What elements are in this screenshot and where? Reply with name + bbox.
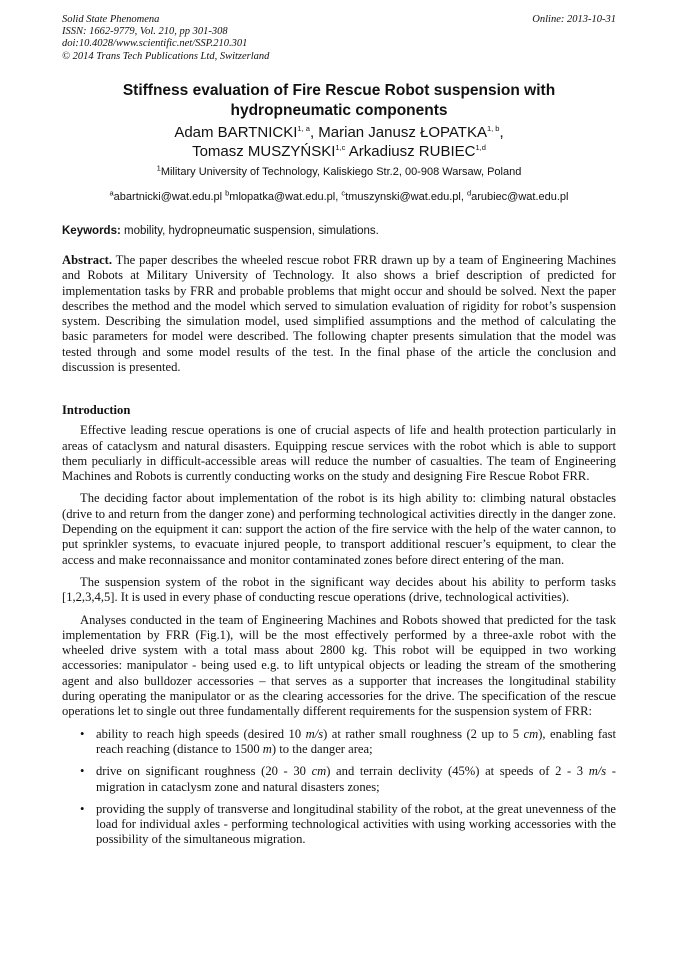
copyright-line: © 2014 Trans Tech Publications Ltd, Switzerland <box>62 50 270 62</box>
keywords-text: mobility, hydropneumatic suspension, simulations. <box>120 225 379 237</box>
intro-paragraph-4: Analyses conducted in the team of Engineering Machines and Robots showed that predicted for the task implementation by FRR (Fig.1), will be the most effectively performed by a three-axle robot with the wheeled drive system with a total mass about 2800 kg. This robot will be equipped in two working accessories: manipulator - being used e.g. to lift untypical objects or leading the stream of the smothering agent and also bulldozer accessories – that serves as a supporter that increases the longitudinal stability during operating the manipulator or as the clearing accessories for the drive. The specification of the rescue operations let to single out three fundamentally different requirements for the suspension system of FRR: <box>62 612 616 719</box>
list-item <box>62 727 616 758</box>
unit-text: cm <box>523 726 539 741</box>
introduction-section <box>62 403 616 855</box>
list-text: - migration in cataclysm zone and natural disasters zones; <box>96 764 616 794</box>
list-text: ability to reach high speeds (desired 10 <box>96 726 306 741</box>
author-separator: , <box>309 124 319 141</box>
list-text: ) at rather small roughness (2 up to 5 <box>323 726 524 741</box>
list-item <box>62 764 616 795</box>
paper-title <box>62 81 616 120</box>
email-address: mlopatka@wat.edu.pl, <box>229 191 342 203</box>
list-item <box>62 802 616 848</box>
requirements-list <box>62 727 616 848</box>
author-sup: 1,d <box>475 143 486 152</box>
list-text: drive on significant roughness (20 - 30 <box>96 764 312 779</box>
email-sup: c <box>341 188 346 198</box>
author-sup: 1, b <box>486 124 500 133</box>
author-name: Tomasz MUSZYŃSKI <box>192 143 336 160</box>
list-text: ) and terrain declivity (45%) at speeds of 2 - 3 <box>326 764 589 779</box>
affiliation-sup: 1 <box>156 163 161 173</box>
doi-line: doi:10.4028/www.scientific.net/SSP.210.301 <box>62 38 248 50</box>
abstract-text: The paper describes the wheeled rescue robot FRR drawn up by a team of Engineering Machines and Robots at Military University of Technology. It also shows a brief description of predicted for implementation tasks by FRR and probable problems that might occur and should be solved. Next the paper describes the method and the model which served to simulation evaluation of rigidity for robot’s suspension system. Describing the simulation model, used simplified assumptions and the method of calculating the basic parameters for model were described. The following chapter presents simulation that the model was tested through and some model results of the test. In the final phase of the article the conclusion and discussion is presented. <box>62 253 616 375</box>
author-name: Arkadiusz RUBIEC <box>345 143 476 160</box>
bullet-icon: • <box>80 801 85 816</box>
intro-paragraph-3: The suspension system of the robot in the significant way decides about his ability to perform tasks [1,2,3,4,5]. It is used in every phase of conducting rescue operations (drive, technological activities). <box>62 574 616 605</box>
unit-text: cm <box>311 764 327 779</box>
email-sup: b <box>225 188 230 198</box>
abstract-section <box>62 253 616 382</box>
email-sup: a <box>109 188 114 198</box>
author-sup: 1, a <box>297 124 310 133</box>
intro-paragraph-1: Effective leading rescue operations is one of crucial aspects of life and health protection particularly in areas of cataclysm and natural disasters. Equipping rescue services with the robot which is able to support them peculiarly in difficult-accessible areas will reduce the number of casualties. The team of Engineering Machines and Robots is currently conducting works on the study and designing Fire Rescue Robot FRR. <box>62 423 616 484</box>
email-sup: d <box>466 188 472 198</box>
author-name: Adam BARTNICKI <box>174 124 298 141</box>
unit-text: m/s <box>305 726 324 741</box>
author-name: Marian Janusz ŁOPATKA <box>318 124 487 141</box>
bullet-icon: • <box>80 726 85 741</box>
affiliation-text: Military University of Technology, Kaliskiego Str.2, 00-908 Warsaw, Poland <box>160 166 522 178</box>
author-separator: , <box>499 124 504 141</box>
authors-line-2 <box>62 142 616 161</box>
introduction-heading: Introduction <box>62 403 131 417</box>
bullet-icon: • <box>80 764 85 779</box>
abstract-label: Abstract. <box>62 253 113 267</box>
unit-text: m <box>262 741 272 756</box>
unit-text: m/s <box>588 764 607 779</box>
online-date: Online: 2013-10-31 <box>532 14 616 25</box>
keywords <box>62 224 616 238</box>
author-emails <box>40 190 638 204</box>
keywords-label: Keywords: <box>62 225 121 237</box>
issn-line: ISSN: 1662-9779, Vol. 210, pp 301-308 <box>62 26 228 38</box>
list-text: ) to the danger area; <box>271 741 373 756</box>
title-line-1: Stiffness evaluation of Fire Rescue Robot suspension with <box>122 82 556 99</box>
author-list <box>62 123 616 161</box>
email-address: tmuszynski@wat.edu.pl, <box>345 191 467 203</box>
email-address: abartnicki@wat.edu.pl <box>113 191 226 203</box>
list-text: providing the supply of transverse and longitudinal stability of the robot, at the great unevenness of the load for individual axles - performing technological activities with using working accessories with the possibility of the simultaneous migration. <box>96 801 616 847</box>
title-line-2: hydropneumatic components <box>230 101 448 119</box>
email-address: arubiec@wat.edu.pl <box>471 191 569 203</box>
intro-paragraph-2: The deciding factor about implementation of the robot is its high ability to: climbing natural obstacles (drive to and return from the danger zone) and performing technological activities directly in the danger zone. Depending on the equipment it can: support the action of the fire service with the help of the water cannon, to put sprinkler systems, to evacuate injured people, to transport additional rescuer’s equipment, to clear the access and make reconnaissance and monitor contaminated zones before direct entering of the man. <box>62 491 616 567</box>
authors-line-1 <box>62 123 616 142</box>
abstract-paragraph <box>62 253 616 375</box>
affiliation <box>62 165 616 179</box>
journal-name: Solid State Phenomena <box>62 14 160 25</box>
author-sup: 1,c <box>335 143 346 152</box>
list-text: ), enabling fast reach reaching (distance to 1500 <box>96 726 617 756</box>
journal-header <box>62 14 616 63</box>
